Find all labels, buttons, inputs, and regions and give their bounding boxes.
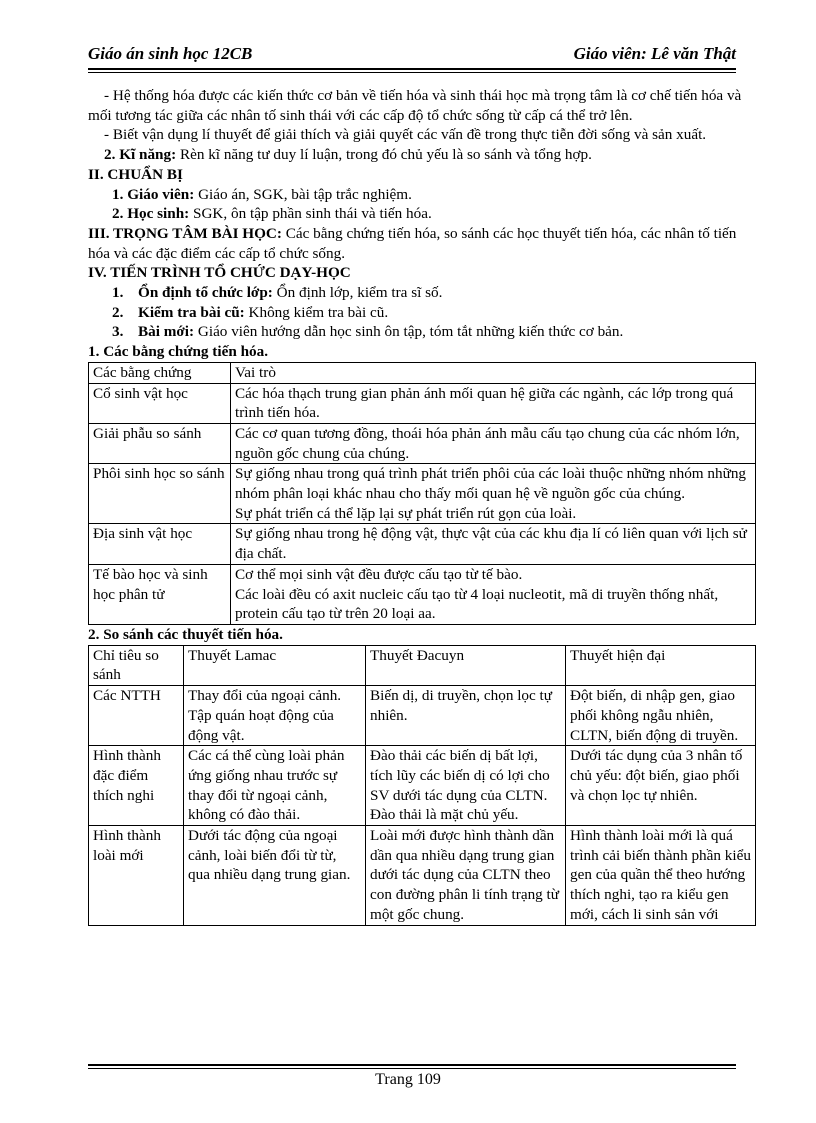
page-number: Trang 109	[375, 1071, 441, 1088]
process-item-label: Bài mới:	[138, 323, 195, 341]
prep-teacher-text: Giáo án, SGK, bài tập trắc nghiệm.	[194, 185, 412, 203]
table-cell: Dưới tác dụng của 3 nhân tố chủ yếu: đột biến, giao phối và chọn lọc tự nhiên.	[566, 746, 756, 826]
process-item-1	[88, 283, 754, 303]
focus-text: Các bằng chứng tiến hóa, so sánh các học thuyết tiến hóa, các nhân tố tiến hóa và các đặc điểm các cấp tổ chức sống.	[88, 224, 737, 262]
process-item-text: Ổn định lớp, kiểm tra sĩ số.	[272, 284, 443, 302]
skill-label: 2. Kĩ năng:	[104, 146, 177, 164]
focus-paragraph	[88, 224, 754, 263]
table-row	[89, 524, 756, 564]
table-row	[89, 383, 756, 423]
footer-rule-thin	[88, 1068, 736, 1069]
table-cell: Đào thải các biến dị bất lợi, tích lũy các biến dị có lợi cho SV dưới tác dụng của CLTN. Đào thải là mặt chủ yếu.	[366, 746, 566, 826]
prep-teacher-label: 1. Giáo viên:	[112, 185, 195, 203]
header-rule	[88, 68, 736, 70]
document-body	[88, 86, 754, 926]
table-cell: Các NTTH	[89, 686, 184, 746]
process-item-number: 1.	[112, 284, 124, 302]
focus-label: III. TRỌNG TÂM BÀI HỌC:	[88, 224, 282, 242]
table-header-cell: Thuyết hiện đại	[566, 645, 756, 685]
table-cell: Các hóa thạch trung gian phản ánh mối quan hệ giữa các ngành, các lớp trong quá trình tiến hóa.	[231, 383, 756, 423]
process-item-text: Không kiểm tra bài cũ.	[244, 303, 389, 321]
table-row	[89, 686, 756, 746]
table-cell: Dưới tác động của ngoại cảnh, loài biến đổi từ từ, qua nhiều dạng trung gian.	[184, 826, 366, 926]
table-header-row	[89, 645, 756, 685]
table-cell: Giải phẫu so sánh	[89, 423, 231, 463]
table-cell: Tế bào học và sinh học phân tử	[89, 564, 231, 624]
table-cell: Thay đổi của ngoại cảnh. Tập quán hoạt động của động vật.	[184, 686, 366, 746]
table-cell: Địa sinh vật học	[89, 524, 231, 564]
table-row	[89, 423, 756, 463]
table-cell: Cơ thể mọi sinh vật đều được cấu tạo từ tế bào. Các loài đều có axit nucleic cấu tạo từ 4 loại nucleotit, mã di truyền thống nhất, protein cấu tạo từ trên 20 loại aa.	[231, 564, 756, 624]
table-row	[89, 746, 756, 826]
evidence-table-title: 1. Các bằng chứng tiến hóa.	[88, 343, 268, 361]
table-cell: Phôi sinh học so sánh	[89, 464, 231, 524]
theory-comparison-table	[88, 645, 756, 926]
footer-rule	[88, 1064, 736, 1066]
table-header-cell: Thuyết Đacuyn	[366, 645, 566, 685]
page-header	[88, 44, 736, 68]
process-item-number: 3.	[112, 323, 124, 341]
process-heading: IV. TIẾN TRÌNH TỔ CHỨC DẠY-HỌC	[88, 264, 351, 282]
header-course-title: Giáo án sinh học 12CB	[88, 44, 253, 63]
process-item-number: 2.	[112, 303, 124, 321]
prep-teacher	[88, 185, 754, 205]
table-cell: Cổ sinh vật học	[89, 383, 231, 423]
process-item-text: Giáo viên hướng dẫn học sinh ôn tập, tóm tắt những kiến thức cơ bản.	[194, 323, 624, 341]
process-item-label: Kiểm tra bài cũ:	[138, 303, 245, 321]
table-cell: Sự giống nhau trong quá trình phát triển phôi của các loài thuộc những nhóm những nhóm phân loại khác nhau cho thấy mối quan hệ về nguồn gốc của chúng. Sự phát triển cá thể lặp lại sự phát triển rút gọn của loài.	[231, 464, 756, 524]
table-header-cell: Các bằng chứng	[89, 362, 231, 383]
table-cell: Hình thành loài mới	[89, 826, 184, 926]
table-cell: Đột biến, di nhập gen, giao phối không ngẫu nhiên, CLTN, biến động di truyền.	[566, 686, 756, 746]
header-rule-thin	[88, 72, 736, 73]
theory-table-title: 2. So sánh các thuyết tiến hóa.	[88, 625, 283, 643]
table-cell: Sự giống nhau trong hệ động vật, thực vật của các khu địa lí có liên quan với lịch sử địa chất.	[231, 524, 756, 564]
process-item-3	[88, 322, 754, 342]
table-cell: Hình thành đặc điểm thích nghi	[89, 746, 184, 826]
table-row	[89, 826, 756, 926]
table-header-cell: Chỉ tiêu so sánh	[89, 645, 184, 685]
skill-text: Rèn kĩ năng tư duy lí luận, trong đó chủ yếu là so sánh và tổng hợp.	[176, 146, 592, 164]
process-item-2	[88, 303, 754, 323]
table-cell: Biến dị, di truyền, chọn lọc tự nhiên.	[366, 686, 566, 746]
table-cell: Các cá thể cùng loài phản ứng giống nhau trước sự thay đổi từ ngoại cảnh, không có đào thải.	[184, 746, 366, 826]
prep-student	[88, 204, 754, 224]
table-cell: Các cơ quan tương đồng, thoái hóa phản ánh mẫu cấu tạo chung của các nhóm lớn, nguồn gốc chung của chúng.	[231, 423, 756, 463]
table-header-cell: Vai trò	[231, 362, 756, 383]
table-header-cell: Thuyết Lamac	[184, 645, 366, 685]
objective-paragraph-2: - Biết vận dụng lí thuyết để giải thích và giải quyết các vấn đề trong thực tiễn đời sống và sản xuất.	[104, 126, 707, 144]
table-row	[89, 464, 756, 524]
table-row	[89, 564, 756, 624]
table-cell: Loài mới được hình thành dần dần qua nhiều dạng trung gian dưới tác dụng của CLTN theo con đường phân li tính trạng từ một gốc chung.	[366, 826, 566, 926]
table-cell: Hình thành loài mới là quá trình cải biến thành phần kiểu gen của quần thể theo hướng thích nghi, tạo ra kiểu gen mới, cách li sinh sản với	[566, 826, 756, 926]
header-teacher-name: Giáo viên: Lê văn Thật	[573, 44, 736, 63]
process-item-label: Ổn định tổ chức lớp:	[138, 284, 273, 302]
prep-student-text: SGK, ôn tập phần sinh thái và tiến hóa.	[189, 205, 432, 223]
evidence-table	[88, 362, 756, 625]
prep-student-label: 2. Học sinh:	[112, 205, 190, 223]
table-header-row	[89, 362, 756, 383]
objective-paragraph-1: - Hệ thống hóa được các kiến thức cơ bản về tiến hóa và sinh thái học mà trọng tâm là cơ chế tiến hóa và mối tương tác giữa các nhân tố sinh thái với các cấp độ tổ chức sống từ cấp cá thể trở lên.	[88, 87, 742, 124]
prep-heading: II. CHUẨN BỊ	[88, 165, 183, 183]
skill-paragraph	[88, 145, 754, 165]
